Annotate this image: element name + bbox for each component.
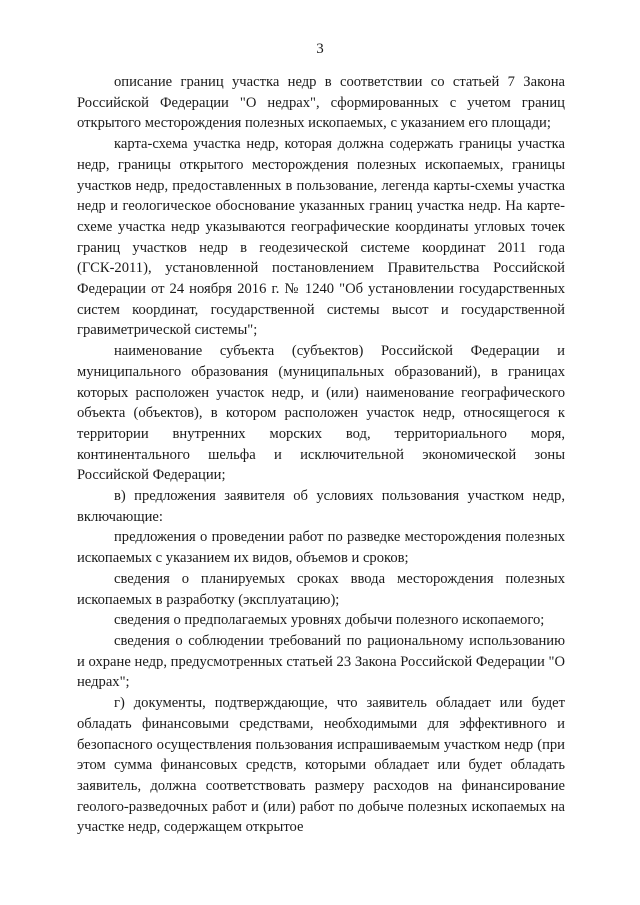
paragraph-map-scheme: карта-схема участка недр, которая должна содержать границы участка недр, границы открытого месторождения полезных ископаемых, границы участков недр, предоставленных в пользование, легенда карты-схемы участка недр и геологическое обоснование указанных границ участка недр. На карте-схеме участка недр указываются географические координаты угловых точек границ участков недр в геодезической системе координат 2011 года (ГСК-2011), установленной постановлением Правительства Российской Федерации от 24 ноября 2016 г. № 1240 "Об установлении государственных систем координат, государственной системы высот и государственной гравиметрической системы"; xyxy=(77,136,565,339)
paragraph-production-levels: сведения о предполагаемых уровнях добычи полезного ископаемого; xyxy=(114,612,545,629)
document-body xyxy=(77,72,565,838)
paragraph-rational-use: сведения о соблюдении требований по рациональному использованию и охране недр, предусмотренных статьей 23 Закона Российской Федерации "О недрах"; xyxy=(77,632,565,691)
paragraph-boundary-description: описание границ участка недр в соответствии со статьей 7 Закона Российской Федерации "О недрах", сформированных с учетом границ открытого месторождения полезных ископаемых, с указанием его площади; xyxy=(77,74,565,132)
paragraph-commissioning-dates: сведения о планируемых сроках ввода месторождения полезных ископаемых в разработку (эксплуатацию); xyxy=(77,570,565,608)
paragraph-subject-name: наименование субъекта (субъектов) Российской Федерации и муниципального образования (муниципальных образований), в границах которых расположен участок недр, и (или) наименование географического объекта (объектов), в котором расположен участок недр, относящегося к территории внутренних морских вод, территориального моря, континентального шельфа и исключительной экономической зоны Российской Федерации; xyxy=(77,343,565,484)
paragraph-exploration-proposals: предложения о проведении работ по разведке месторождения полезных ископаемых с указанием их видов, объемов и сроков; xyxy=(77,529,565,567)
paragraph-financial-documents: г) документы, подтверждающие, что заявитель обладает или будет обладать финансовыми средствами, необходимыми для эффективного и безопасного осуществления пользования испрашиваемым участком недр (при этом сумма финансовых средств, которыми обладает или будет обладать заявитель, должна соответствовать размеру расходов на финансирование геолого-разведочных работ и (или) работ по добыче полезных ископаемых на участке недр, содержащем открытое xyxy=(77,695,565,836)
paragraph-applicant-proposals: в) предложения заявителя об условиях пользования участком недр, включающие: xyxy=(77,488,565,525)
page-number: 3 xyxy=(316,41,324,57)
